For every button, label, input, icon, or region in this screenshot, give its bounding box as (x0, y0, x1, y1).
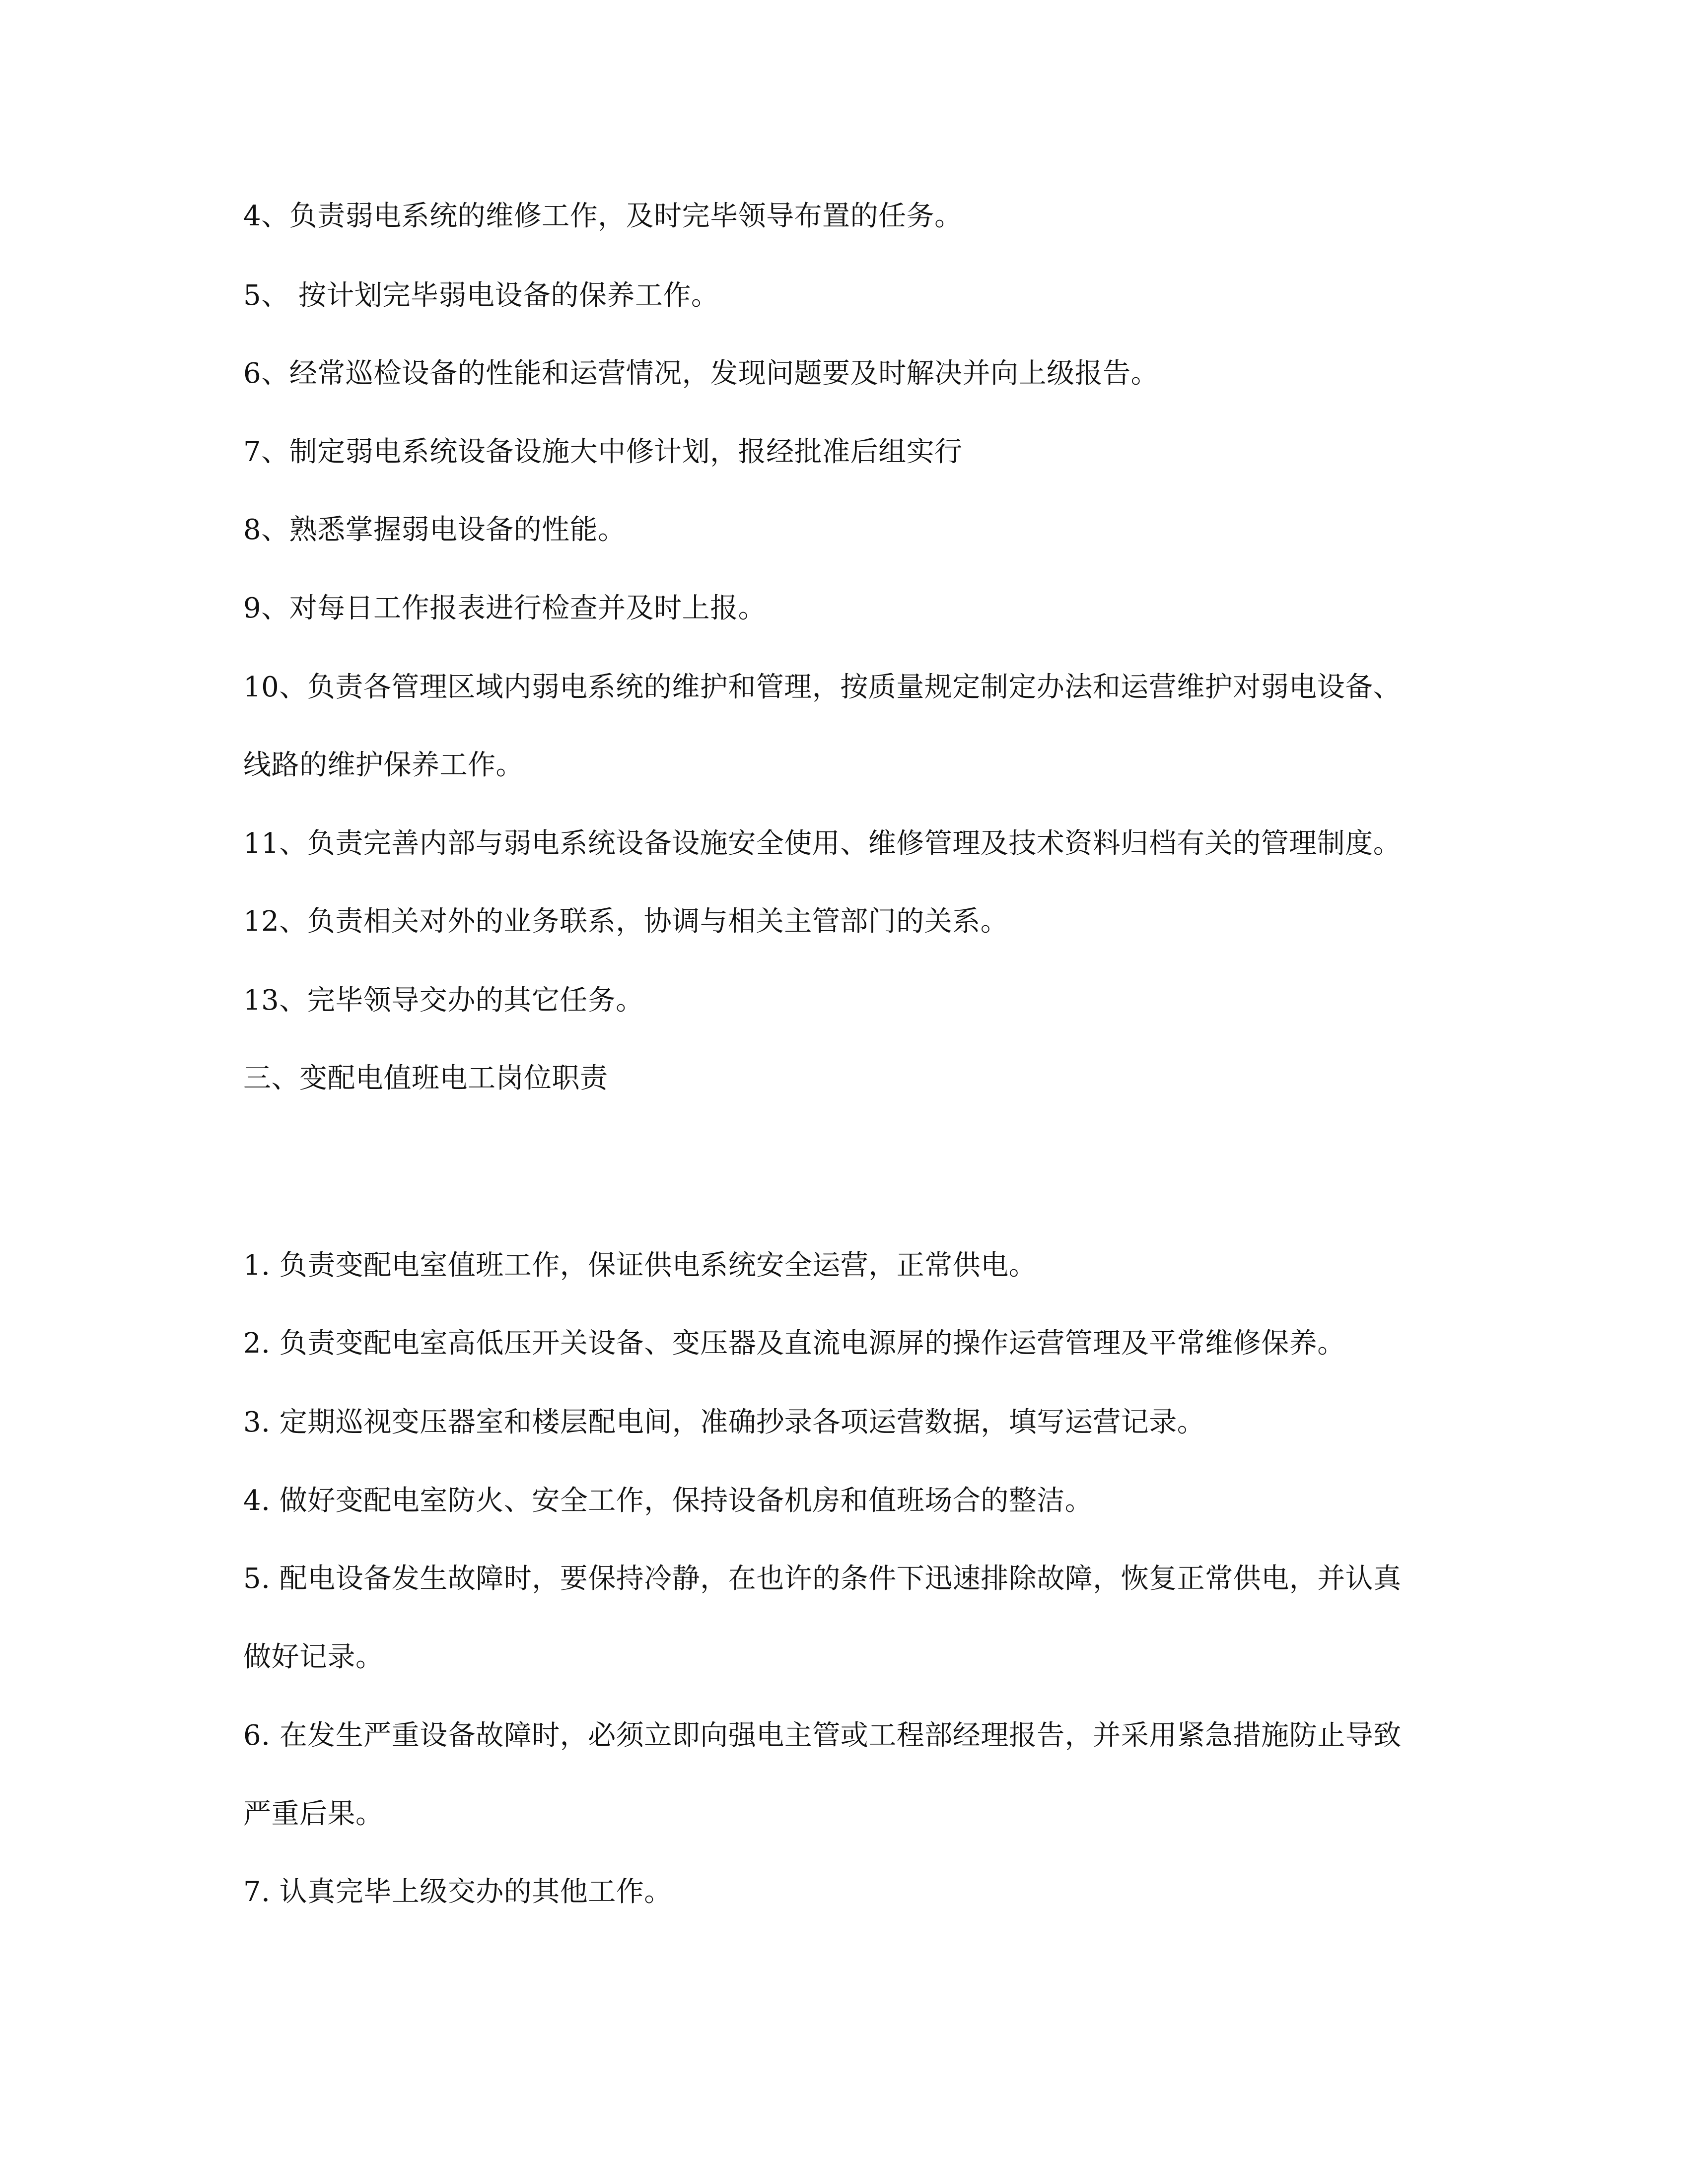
section-heading: 三、变配电值班电工岗位职责 (243, 1062, 608, 1094)
list-item: 2. 负责变配电室高低压开关设备、变压器及直流电源屏的操作运营管理及平常维修保养。 (243, 1327, 1345, 1360)
list-item: 6、经常巡检设备的性能和运营情况，发现问题要及时解决并向上级报告。 (243, 357, 1159, 390)
list-item: 5、 按计划完毕弱电设备的保养工作。 (243, 279, 719, 312)
list-item: 13、完毕领导交办的其它任务。 (243, 984, 644, 1017)
list-item: 12、负责相关对外的业务联系，协调与相关主管部门的关系。 (243, 905, 1009, 938)
list-item-continuation: 严重后果。 (243, 1798, 384, 1830)
list-item: 9、对每日工作报表进行检查并及时上报。 (243, 592, 767, 624)
list-item: 4、负责弱电系统的维修工作，及时完毕领导布置的任务。 (243, 200, 963, 232)
list-item: 7. 认真完毕上级交办的其他工作。 (243, 1876, 672, 1908)
list-item: 7、制定弱电系统设备设施大中修计划，报经批准后组实行 (243, 436, 963, 468)
list-item: 10、负责各管理区域内弱电系统的维护和管理，按质量规定制定办法和运营维护对弱电设备、 (243, 671, 1402, 703)
list-item: 1. 负责变配电室值班工作，保证供电系统安全运营，正常供电。 (243, 1249, 1037, 1282)
list-item: 8、熟悉掌握弱电设备的性能。 (243, 514, 626, 546)
list-item: 6. 在发生严重设备故障时，必须立即向强电主管或工程部经理报告，并采用紧急措施防止导致 (243, 1719, 1402, 1752)
list-item-continuation: 做好记录。 (243, 1641, 384, 1673)
list-item: 4. 做好变配电室防火、安全工作，保持设备机房和值班场合的整洁。 (243, 1485, 1093, 1517)
list-item: 11、负责完善内部与弱电系统设备设施安全使用、维修管理及技术资料归档有关的管理制度。 (243, 827, 1402, 860)
list-item: 3. 定期巡视变压器室和楼层配电间，准确抄录各项运营数据，填写运营记录。 (243, 1406, 1205, 1438)
list-item: 5. 配电设备发生故障时，要保持冷静，在也许的条件下迅速排除故障，恢复正常供电，并认真 (243, 1563, 1402, 1595)
list-item-continuation: 线路的维护保养工作。 (243, 749, 524, 781)
